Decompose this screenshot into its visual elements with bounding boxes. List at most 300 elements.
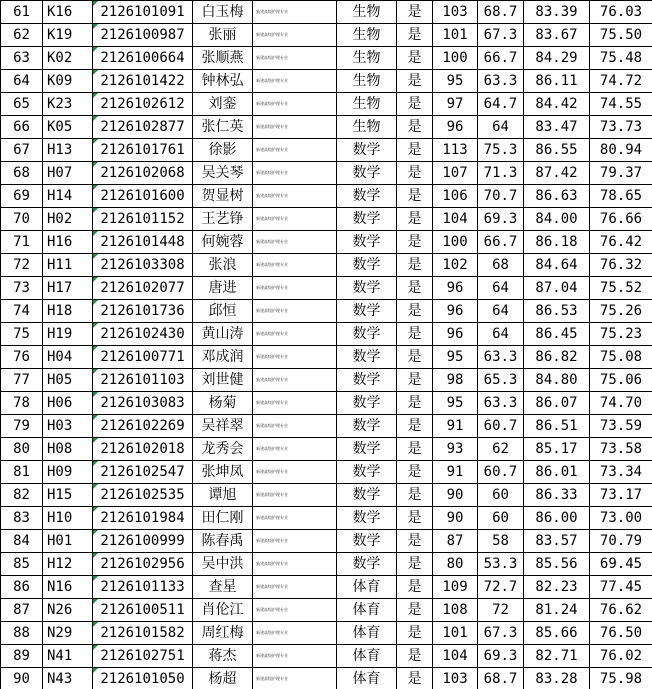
cell-exam-code[interactable]: K19 [43,24,93,47]
cell-index[interactable]: 90 [1,668,43,689]
cell-name[interactable]: 杨菊 [193,392,253,415]
cell-position[interactable]: 新建高级护理专业 [253,461,337,484]
cell-written-raw[interactable]: 97 [433,93,478,116]
cell-written-raw[interactable]: 95 [433,70,478,93]
cell-qualified[interactable]: 是 [397,622,433,645]
cell-qualified[interactable]: 是 [397,208,433,231]
cell-qualified[interactable]: 是 [397,300,433,323]
cell-total-score[interactable]: 75.50 [590,24,652,47]
cell-qualified[interactable]: 是 [397,599,433,622]
cell-total-score[interactable]: 79.37 [590,162,652,185]
cell-admission-number[interactable]: 2126102269 [93,415,193,438]
cell-qualified[interactable]: 是 [397,70,433,93]
cell-subject[interactable]: 体育 [337,599,397,622]
cell-admission-number[interactable]: 2126101133 [93,576,193,599]
cell-written-raw[interactable]: 101 [433,24,478,47]
cell-written-converted[interactable]: 60.7 [478,415,524,438]
cell-written-raw[interactable]: 113 [433,139,478,162]
cell-admission-number[interactable]: 2126101091 [93,1,193,24]
cell-total-score[interactable]: 73.59 [590,415,652,438]
cell-written-converted[interactable]: 58 [478,530,524,553]
cell-qualified[interactable]: 是 [397,277,433,300]
cell-written-raw[interactable]: 104 [433,645,478,668]
cell-written-converted[interactable]: 60 [478,507,524,530]
cell-position[interactable]: 新建高级护理专业 [253,300,337,323]
cell-index[interactable]: 62 [1,24,43,47]
cell-total-score[interactable]: 73.58 [590,438,652,461]
cell-written-converted[interactable]: 66.7 [478,47,524,70]
cell-index[interactable]: 67 [1,139,43,162]
cell-interview-score[interactable]: 86.55 [524,139,590,162]
cell-total-score[interactable]: 76.32 [590,254,652,277]
cell-admission-number[interactable]: 2126100664 [93,47,193,70]
cell-written-converted[interactable]: 71.3 [478,162,524,185]
cell-subject[interactable]: 数学 [337,139,397,162]
cell-written-raw[interactable]: 100 [433,47,478,70]
cell-exam-code[interactable]: K05 [43,116,93,139]
cell-position[interactable]: 新建高级护理专业 [253,231,337,254]
cell-interview-score[interactable]: 85.56 [524,553,590,576]
cell-written-raw[interactable]: 103 [433,668,478,689]
cell-position[interactable]: 新建高级护理专业 [253,668,337,689]
cell-qualified[interactable]: 是 [397,1,433,24]
cell-written-raw[interactable]: 104 [433,208,478,231]
cell-admission-number[interactable]: 2126101422 [93,70,193,93]
cell-exam-code[interactable]: H15 [43,484,93,507]
cell-exam-code[interactable]: H13 [43,139,93,162]
cell-admission-number[interactable]: 2126102751 [93,645,193,668]
cell-interview-score[interactable]: 86.33 [524,484,590,507]
cell-subject[interactable]: 数学 [337,300,397,323]
cell-index[interactable]: 77 [1,369,43,392]
cell-written-converted[interactable]: 64 [478,277,524,300]
cell-total-score[interactable]: 74.72 [590,70,652,93]
cell-admission-number[interactable]: 2126101761 [93,139,193,162]
cell-written-raw[interactable]: 109 [433,576,478,599]
cell-admission-number[interactable]: 2126100999 [93,530,193,553]
cell-exam-code[interactable]: K16 [43,1,93,24]
cell-written-raw[interactable]: 102 [433,254,478,277]
cell-admission-number[interactable]: 2126102430 [93,323,193,346]
cell-name[interactable]: 贺显树 [193,185,253,208]
cell-interview-score[interactable]: 83.57 [524,530,590,553]
cell-name[interactable]: 邱恒 [193,300,253,323]
cell-qualified[interactable]: 是 [397,369,433,392]
cell-total-score[interactable]: 75.06 [590,369,652,392]
cell-name[interactable]: 刘世健 [193,369,253,392]
cell-subject[interactable]: 数学 [337,208,397,231]
cell-position[interactable]: 新建高级护理专业 [253,622,337,645]
cell-exam-code[interactable]: H07 [43,162,93,185]
cell-subject[interactable]: 生物 [337,47,397,70]
cell-admission-number[interactable]: 2126101984 [93,507,193,530]
cell-index[interactable]: 80 [1,438,43,461]
cell-admission-number[interactable]: 2126102956 [93,553,193,576]
cell-position[interactable]: 新建高级护理专业 [253,507,337,530]
cell-interview-score[interactable]: 86.01 [524,461,590,484]
cell-subject[interactable]: 体育 [337,668,397,689]
cell-name[interactable]: 何婉蓉 [193,231,253,254]
cell-admission-number[interactable]: 2126101600 [93,185,193,208]
cell-position[interactable]: 新建高级护理专业 [253,277,337,300]
cell-position[interactable]: 新建高级护理专业 [253,323,337,346]
cell-exam-code[interactable]: K09 [43,70,93,93]
cell-exam-code[interactable]: H19 [43,323,93,346]
cell-written-converted[interactable]: 68.7 [478,1,524,24]
cell-name[interactable]: 查星 [193,576,253,599]
cell-name[interactable]: 杨超 [193,668,253,689]
cell-written-converted[interactable]: 64 [478,116,524,139]
cell-position[interactable]: 新建高级护理专业 [253,553,337,576]
cell-subject[interactable]: 数学 [337,277,397,300]
cell-subject[interactable]: 数学 [337,346,397,369]
cell-written-converted[interactable]: 63.3 [478,392,524,415]
cell-position[interactable]: 新建高级护理专业 [253,116,337,139]
cell-exam-code[interactable]: H01 [43,530,93,553]
cell-interview-score[interactable]: 86.63 [524,185,590,208]
cell-index[interactable]: 84 [1,530,43,553]
cell-position[interactable]: 新建高级护理专业 [253,415,337,438]
cell-interview-score[interactable]: 86.18 [524,231,590,254]
cell-interview-score[interactable]: 86.00 [524,507,590,530]
cell-total-score[interactable]: 75.08 [590,346,652,369]
cell-subject[interactable]: 数学 [337,484,397,507]
cell-position[interactable]: 新建高级护理专业 [253,484,337,507]
cell-qualified[interactable]: 是 [397,346,433,369]
cell-position[interactable]: 新建高级护理专业 [253,139,337,162]
cell-qualified[interactable]: 是 [397,576,433,599]
cell-subject[interactable]: 数学 [337,438,397,461]
cell-subject[interactable]: 数学 [337,415,397,438]
cell-total-score[interactable]: 80.94 [590,139,652,162]
cell-qualified[interactable]: 是 [397,139,433,162]
cell-total-score[interactable]: 74.55 [590,93,652,116]
cell-name[interactable]: 白玉梅 [193,1,253,24]
cell-admission-number[interactable]: 2126100511 [93,599,193,622]
cell-name[interactable]: 钟林弘 [193,70,253,93]
cell-total-score[interactable]: 73.17 [590,484,652,507]
cell-written-converted[interactable]: 66.7 [478,231,524,254]
cell-total-score[interactable]: 75.98 [590,668,652,689]
cell-subject[interactable]: 数学 [337,553,397,576]
cell-written-raw[interactable]: 96 [433,323,478,346]
cell-subject[interactable]: 数学 [337,185,397,208]
cell-admission-number[interactable]: 2126101582 [93,622,193,645]
cell-written-converted[interactable]: 68.7 [478,668,524,689]
cell-index[interactable]: 89 [1,645,43,668]
cell-admission-number[interactable]: 2126101050 [93,668,193,689]
cell-subject[interactable]: 数学 [337,392,397,415]
cell-exam-code[interactable]: N29 [43,622,93,645]
cell-index[interactable]: 75 [1,323,43,346]
cell-written-converted[interactable]: 69.3 [478,208,524,231]
cell-interview-score[interactable]: 83.67 [524,24,590,47]
cell-admission-number[interactable]: 2126102547 [93,461,193,484]
cell-subject[interactable]: 数学 [337,162,397,185]
cell-subject[interactable]: 生物 [337,93,397,116]
cell-written-converted[interactable]: 72 [478,599,524,622]
cell-index[interactable]: 69 [1,185,43,208]
cell-index[interactable]: 85 [1,553,43,576]
cell-total-score[interactable]: 76.42 [590,231,652,254]
cell-exam-code[interactable]: H11 [43,254,93,277]
cell-qualified[interactable]: 是 [397,415,433,438]
cell-name[interactable]: 吴关琴 [193,162,253,185]
cell-admission-number[interactable]: 2126100987 [93,24,193,47]
cell-exam-code[interactable]: H17 [43,277,93,300]
cell-subject[interactable]: 数学 [337,530,397,553]
cell-qualified[interactable]: 是 [397,323,433,346]
cell-interview-score[interactable]: 83.47 [524,116,590,139]
cell-index[interactable]: 83 [1,507,43,530]
cell-position[interactable]: 新建高级护理专业 [253,346,337,369]
cell-position[interactable]: 新建高级护理专业 [253,645,337,668]
cell-written-converted[interactable]: 64 [478,323,524,346]
cell-index[interactable]: 70 [1,208,43,231]
cell-subject[interactable]: 生物 [337,1,397,24]
cell-qualified[interactable]: 是 [397,438,433,461]
cell-position[interactable]: 新建高级护理专业 [253,599,337,622]
cell-interview-score[interactable]: 86.82 [524,346,590,369]
cell-qualified[interactable]: 是 [397,392,433,415]
cell-exam-code[interactable]: K02 [43,47,93,70]
cell-admission-number[interactable]: 2126100771 [93,346,193,369]
cell-written-converted[interactable]: 75.3 [478,139,524,162]
cell-position[interactable]: 新建高级护理专业 [253,93,337,116]
cell-subject[interactable]: 数学 [337,254,397,277]
cell-written-raw[interactable]: 103 [433,1,478,24]
cell-interview-score[interactable]: 87.42 [524,162,590,185]
cell-subject[interactable]: 数学 [337,323,397,346]
cell-written-converted[interactable]: 69.3 [478,645,524,668]
cell-total-score[interactable]: 74.70 [590,392,652,415]
cell-written-raw[interactable]: 91 [433,415,478,438]
cell-index[interactable]: 81 [1,461,43,484]
cell-written-converted[interactable]: 70.7 [478,185,524,208]
cell-written-raw[interactable]: 100 [433,231,478,254]
cell-name[interactable]: 邓成润 [193,346,253,369]
cell-written-converted[interactable]: 62 [478,438,524,461]
cell-interview-score[interactable]: 85.66 [524,622,590,645]
cell-written-converted[interactable]: 53.3 [478,553,524,576]
cell-qualified[interactable]: 是 [397,47,433,70]
cell-name[interactable]: 张顺燕 [193,47,253,70]
cell-index[interactable]: 61 [1,1,43,24]
cell-index[interactable]: 87 [1,599,43,622]
cell-subject[interactable]: 数学 [337,231,397,254]
cell-written-converted[interactable]: 64 [478,300,524,323]
cell-name[interactable]: 吴中洪 [193,553,253,576]
cell-index[interactable]: 88 [1,622,43,645]
cell-written-converted[interactable]: 68 [478,254,524,277]
cell-interview-score[interactable]: 82.71 [524,645,590,668]
cell-total-score[interactable]: 77.45 [590,576,652,599]
cell-written-raw[interactable]: 87 [433,530,478,553]
cell-name[interactable]: 刘銮 [193,93,253,116]
cell-subject[interactable]: 生物 [337,70,397,93]
cell-admission-number[interactable]: 2126102068 [93,162,193,185]
cell-qualified[interactable]: 是 [397,553,433,576]
cell-qualified[interactable]: 是 [397,116,433,139]
cell-name[interactable]: 张仁英 [193,116,253,139]
cell-name[interactable]: 黄山涛 [193,323,253,346]
cell-index[interactable]: 86 [1,576,43,599]
cell-exam-code[interactable]: H02 [43,208,93,231]
cell-interview-score[interactable]: 84.42 [524,93,590,116]
cell-total-score[interactable]: 76.50 [590,622,652,645]
cell-interview-score[interactable]: 84.80 [524,369,590,392]
cell-position[interactable]: 新建高级护理专业 [253,70,337,93]
cell-name[interactable]: 张丽 [193,24,253,47]
cell-position[interactable]: 新建高级护理专业 [253,576,337,599]
cell-interview-score[interactable]: 85.17 [524,438,590,461]
cell-position[interactable]: 新建高级护理专业 [253,47,337,70]
cell-exam-code[interactable]: H09 [43,461,93,484]
cell-total-score[interactable]: 76.02 [590,645,652,668]
cell-written-raw[interactable]: 108 [433,599,478,622]
cell-index[interactable]: 66 [1,116,43,139]
cell-written-raw[interactable]: 98 [433,369,478,392]
cell-interview-score[interactable]: 86.07 [524,392,590,415]
cell-exam-code[interactable]: H18 [43,300,93,323]
cell-admission-number[interactable]: 2126102612 [93,93,193,116]
cell-written-raw[interactable]: 90 [433,484,478,507]
cell-exam-code[interactable]: H12 [43,553,93,576]
cell-admission-number[interactable]: 2126103083 [93,392,193,415]
cell-name[interactable]: 吴祥翠 [193,415,253,438]
cell-written-raw[interactable]: 90 [433,507,478,530]
cell-position[interactable]: 新建高级护理专业 [253,254,337,277]
cell-interview-score[interactable]: 86.53 [524,300,590,323]
cell-written-converted[interactable]: 60 [478,484,524,507]
cell-exam-code[interactable]: N16 [43,576,93,599]
cell-subject[interactable]: 体育 [337,645,397,668]
cell-exam-code[interactable]: H06 [43,392,93,415]
cell-admission-number[interactable]: 2126102018 [93,438,193,461]
cell-admission-number[interactable]: 2126103308 [93,254,193,277]
cell-written-converted[interactable]: 63.3 [478,70,524,93]
cell-qualified[interactable]: 是 [397,507,433,530]
cell-written-raw[interactable]: 80 [433,553,478,576]
cell-exam-code[interactable]: H05 [43,369,93,392]
cell-written-converted[interactable]: 64.7 [478,93,524,116]
cell-written-converted[interactable]: 67.3 [478,24,524,47]
cell-written-raw[interactable]: 96 [433,116,478,139]
cell-name[interactable]: 蒋杰 [193,645,253,668]
cell-position[interactable]: 新建高级护理专业 [253,438,337,461]
cell-name[interactable]: 张浪 [193,254,253,277]
cell-exam-code[interactable]: N43 [43,668,93,689]
cell-written-raw[interactable]: 107 [433,162,478,185]
cell-qualified[interactable]: 是 [397,254,433,277]
cell-written-raw[interactable]: 101 [433,622,478,645]
cell-name[interactable]: 谭旭 [193,484,253,507]
cell-written-raw[interactable]: 91 [433,461,478,484]
cell-exam-code[interactable]: H08 [43,438,93,461]
cell-subject[interactable]: 体育 [337,576,397,599]
cell-position[interactable]: 新建高级护理专业 [253,392,337,415]
cell-name[interactable]: 张坤凤 [193,461,253,484]
cell-admission-number[interactable]: 2126101448 [93,231,193,254]
cell-position[interactable]: 新建高级护理专业 [253,369,337,392]
cell-exam-code[interactable]: N41 [43,645,93,668]
cell-total-score[interactable]: 73.34 [590,461,652,484]
cell-name[interactable]: 陈春禹 [193,530,253,553]
cell-name[interactable]: 徐影 [193,139,253,162]
cell-qualified[interactable]: 是 [397,484,433,507]
cell-position[interactable]: 新建高级护理专业 [253,24,337,47]
cell-admission-number[interactable]: 2126102077 [93,277,193,300]
cell-index[interactable]: 72 [1,254,43,277]
cell-admission-number[interactable]: 2126101152 [93,208,193,231]
cell-subject[interactable]: 生物 [337,116,397,139]
cell-exam-code[interactable]: N26 [43,599,93,622]
cell-subject[interactable]: 体育 [337,622,397,645]
cell-subject[interactable]: 数学 [337,369,397,392]
cell-name[interactable]: 周红梅 [193,622,253,645]
cell-qualified[interactable]: 是 [397,461,433,484]
cell-written-raw[interactable]: 93 [433,438,478,461]
cell-interview-score[interactable]: 87.04 [524,277,590,300]
cell-admission-number[interactable]: 2126102535 [93,484,193,507]
cell-written-converted[interactable]: 72.7 [478,576,524,599]
cell-qualified[interactable]: 是 [397,530,433,553]
cell-total-score[interactable]: 78.65 [590,185,652,208]
cell-qualified[interactable]: 是 [397,668,433,689]
cell-total-score[interactable]: 73.73 [590,116,652,139]
cell-qualified[interactable]: 是 [397,24,433,47]
cell-qualified[interactable]: 是 [397,93,433,116]
cell-total-score[interactable]: 75.48 [590,47,652,70]
cell-written-raw[interactable]: 95 [433,392,478,415]
cell-total-score[interactable]: 69.45 [590,553,652,576]
cell-index[interactable]: 65 [1,93,43,116]
cell-exam-code[interactable]: H16 [43,231,93,254]
cell-written-raw[interactable]: 106 [433,185,478,208]
cell-total-score[interactable]: 73.00 [590,507,652,530]
cell-name[interactable]: 唐进 [193,277,253,300]
cell-written-raw[interactable]: 95 [433,346,478,369]
cell-written-converted[interactable]: 60.7 [478,461,524,484]
cell-exam-code[interactable]: H03 [43,415,93,438]
cell-index[interactable]: 71 [1,231,43,254]
cell-total-score[interactable]: 75.26 [590,300,652,323]
cell-exam-code[interactable]: K23 [43,93,93,116]
cell-index[interactable]: 68 [1,162,43,185]
cell-position[interactable]: 新建高级护理专业 [253,530,337,553]
cell-written-raw[interactable]: 96 [433,277,478,300]
cell-index[interactable]: 78 [1,392,43,415]
cell-total-score[interactable]: 75.23 [590,323,652,346]
cell-interview-score[interactable]: 84.64 [524,254,590,277]
cell-exam-code[interactable]: H14 [43,185,93,208]
cell-qualified[interactable]: 是 [397,185,433,208]
cell-total-score[interactable]: 76.03 [590,1,652,24]
cell-written-converted[interactable]: 65.3 [478,369,524,392]
cell-index[interactable]: 82 [1,484,43,507]
cell-name[interactable]: 龙秀会 [193,438,253,461]
cell-total-score[interactable]: 75.52 [590,277,652,300]
cell-admission-number[interactable]: 2126101103 [93,369,193,392]
cell-interview-score[interactable]: 83.39 [524,1,590,24]
cell-written-raw[interactable]: 96 [433,300,478,323]
cell-written-converted[interactable]: 63.3 [478,346,524,369]
cell-exam-code[interactable]: H10 [43,507,93,530]
cell-subject[interactable]: 数学 [337,461,397,484]
cell-index[interactable]: 64 [1,70,43,93]
cell-qualified[interactable]: 是 [397,162,433,185]
cell-subject[interactable]: 生物 [337,24,397,47]
